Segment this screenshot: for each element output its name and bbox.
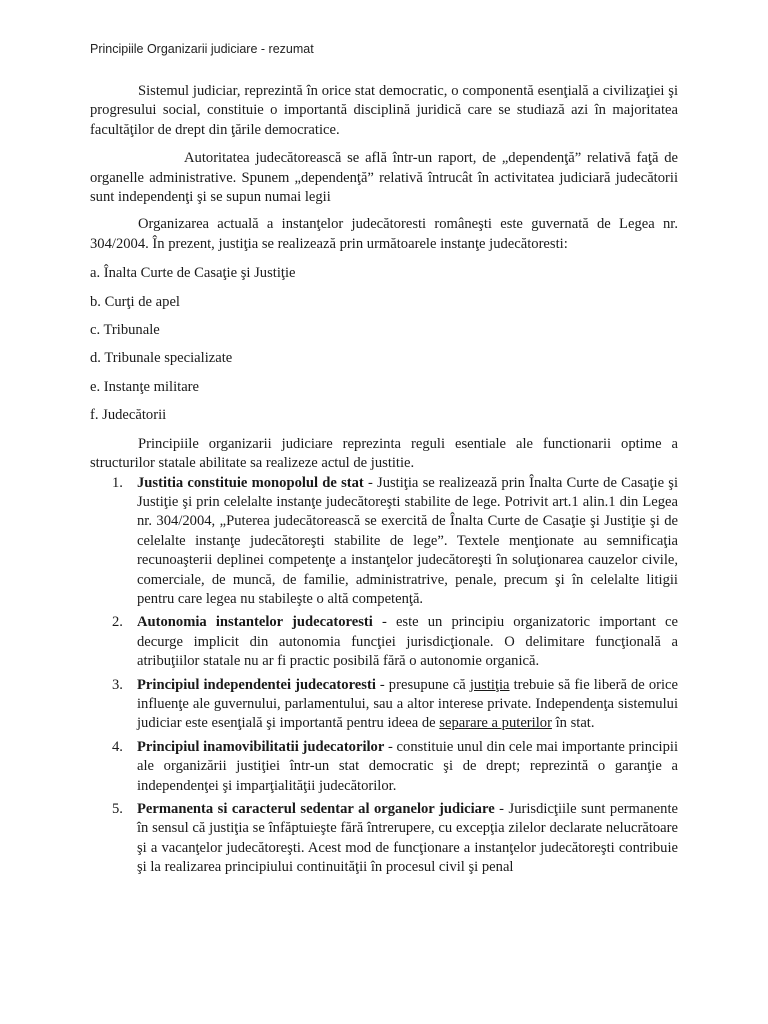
principle-number: 4. [112, 738, 123, 755]
principle-title: Permanenta si caracterul sedentar al organelor judiciare [137, 801, 495, 817]
principle-text: - este un principiu organizatoric important ce decurge implicit din autonomia funcţiei jurisdicţionale. O delimitare funcţională a atribuţiilor statale nu ar fi practic posibilă fără o autonomie organică. [137, 614, 678, 670]
principle-title: Autonomia instantelor judecatoresti [137, 614, 373, 631]
principle-item [90, 676, 678, 734]
principle-item [90, 738, 678, 796]
list-item: f. Judecătorii [90, 407, 167, 424]
list-item: b. Curţi de apel [90, 293, 180, 310]
principle-text: în stat. [551, 715, 595, 732]
list-item: c. Tribunale [90, 322, 160, 339]
principle-text: - presupune că [375, 676, 470, 693]
principle-item [90, 474, 678, 610]
principle-title: Justitia constituie monopolul de stat [137, 474, 364, 491]
principles-list [90, 474, 678, 878]
justice-link[interactable]: justiţia [469, 676, 510, 693]
document-header: Principiile Organizarii judiciare - rezumat [90, 42, 314, 56]
document-body [90, 82, 678, 878]
principle-number: 1. [112, 474, 123, 491]
principle-item [90, 613, 678, 671]
principle-number: 3. [112, 676, 123, 693]
principle-item [90, 800, 678, 878]
principle-number: 5. [112, 801, 123, 817]
courts-list [90, 264, 678, 425]
principle-text: - constituie unul din cele mai importante principii ale organizării justiţiei într-un stat democratic şi de drept; reprezintă o garanţie a independenţei şi imparţialităţii judecătorilor. [137, 738, 679, 794]
principle-text: - Justiţia se realizează prin Înalta Curte de Casaţie şi Justiţie şi prin celelalte instanţe judecătoreşti stabilite de lege. Potrivit art.1 alin.1 din Legea nr. 304/2004, „Puterea judecătorească se exercită de Înalta Curte de Casaţie şi Justiţie şi de celelalte instanţe judecătoreşti stabilite de lege”. Textele menţionate au semnificaţia recunoaşterii deplinei competenţe a instanţelor judecătoreşti în soluţionarea cauzelor civile, comerciale, de muncă, de familie, administratrive, penale, precum şi în celelalte litigii pentru care legea nu stabileşte o altă competenţă. [137, 474, 678, 607]
principle-text: - Jurisdicţiile sunt permanente în sensul că justiţia se înfăptuieşte fără întrerupere, cu excepţia zilelor declarate nelucrătoare şi a vacanţelor judecătoreşti. Acest mod de funcţionare a instanţelor judecătoreşti contribuie şi la realizarea principiului continuităţii în procesul civil şi penal [137, 801, 678, 876]
principle-text: trebuie să fie liberă de orice influenţe ale guvernului, parlamentului, sau a altor interese private. Independenţa sistemului judiciar este esenţială şi importantă pentru ideea de [137, 676, 678, 732]
list-item: a. Înalta Curte de Casaţie şi Justiţie [90, 265, 296, 282]
separation-of-powers-link[interactable]: separare a puterilor [439, 715, 552, 732]
paragraph-principles-intro: Principiile organizarii judiciare reprezinta reguli esentiale ale functionarii optime a structurilor statale abilitate sa realizeze actul de justitie. [90, 435, 678, 472]
principle-title: Principiul inamovibilitatii judecatorilor [137, 738, 385, 755]
paragraph-organization: Organizarea actuală a instanţelor judecătoresti româneşti este guvernată de Legea nr. 304/2004. În prezent, justiţia se realizează prin următoarele instanţe judecătoresti: [90, 216, 678, 252]
list-item: d. Tribunale specializate [90, 350, 233, 367]
paragraph-intro: Sistemul judiciar, reprezintă în orice stat democratic, o componentă esenţială a civilizaţiei şi progresului social, constituie o importantă disciplină juridică care se studiază azi în majoritatea facultăţilor de drept din ţările democratice. [90, 83, 678, 138]
list-item: e. Instanţe militare [90, 378, 200, 395]
principle-number: 2. [112, 614, 123, 631]
paragraph-authority: Autoritatea judecătorească se află într-un raport, de „dependenţă” relativă faţă de organelle administrative. Spunem „dependenţă” relativă întrucât în activitatea judiciară judecătorii sunt independenţi şi se supun numai legii [90, 150, 678, 206]
principle-title: Principiul independentei judecatoresti [137, 676, 376, 693]
